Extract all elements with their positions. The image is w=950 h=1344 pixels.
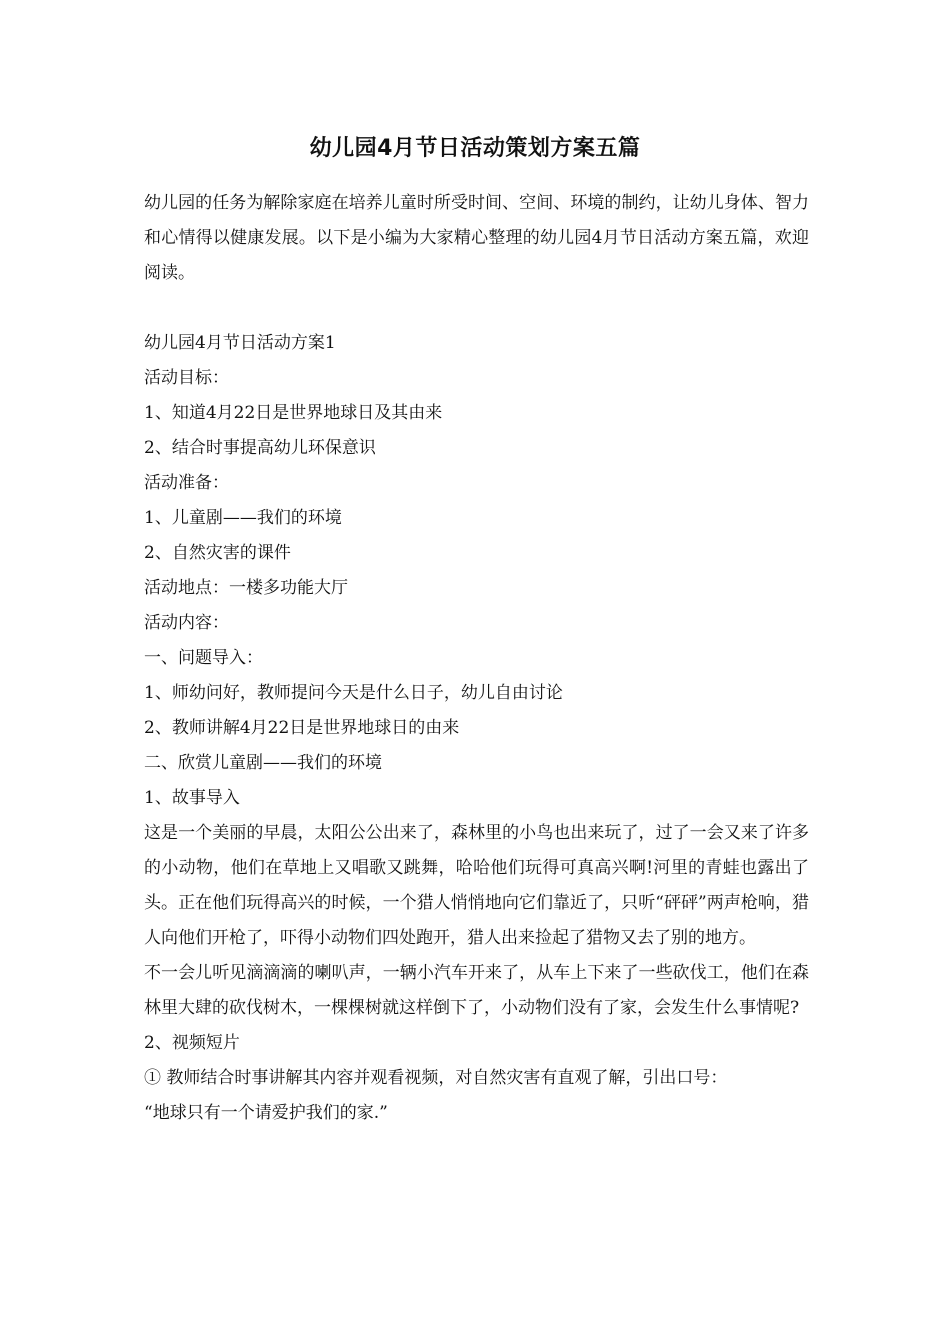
activity-location: 活动地点：一楼多功能大厅 [144, 578, 348, 598]
preparation-item-1: 1、儿童剧——我们的环境 [144, 508, 342, 528]
section-label-preparation: 活动准备： [144, 473, 229, 493]
story-paragraph-1: 这是一个美丽的早晨，太阳公公出来了，森林里的小鸟也出来玩了，过了一会又来了许多的小动物，他们在草地上又唱歌又跳舞，哈哈他们玩得可真高兴啊!河里的青蛙也露出了头。正在他们玩得高兴的时候，一个猎人悄悄地向它们靠近了，只听“砰砰”两声枪响，猎人向他们开枪了，吓得小动物们四处跑开，猎人出来捡起了猎物又去了别的地方。 [144, 823, 809, 948]
video-heading: 2、视频短片 [144, 1033, 240, 1053]
blank-line [144, 291, 809, 326]
goal-item-1: 1、知道4月22日是世界地球日及其由来 [144, 403, 443, 423]
preparation-item-2: 2、自然灾害的课件 [144, 543, 291, 563]
plan-heading: 幼儿园4月节日活动方案1 [144, 333, 336, 353]
intro-paragraph: 幼儿园的任务为解除家庭在培养儿童时所受时间、空间、环境的制约，让幼儿身体、智力和心情得以健康发展。以下是小编为大家精心整理的幼儿园4月节日活动方案五篇，欢迎阅读。 [144, 193, 809, 283]
slogan: “地球只有一个请爱护我们的家.” [144, 1103, 388, 1123]
content-part-1-heading: 一、问题导入： [144, 648, 263, 668]
video-text: ① 教师结合时事讲解其内容并观看视频，对自然灾害有直观了解，引出口号： [144, 1068, 728, 1088]
goal-item-2: 2、结合时事提高幼儿环保意识 [144, 438, 376, 458]
content-part-2-heading: 二、欣赏儿童剧——我们的环境 [144, 753, 382, 773]
section-label-content: 活动内容： [144, 613, 229, 633]
document-title: 幼儿园4月节日活动策划方案五篇 [309, 136, 641, 161]
story-paragraph-2: 不一会儿听见滴滴滴的喇叭声，一辆小汽车开来了，从车上下来了一些砍伐工，他们在森林里大肆的砍伐树木，一棵棵树就这样倒下了，小动物们没有了家，会发生什么事情呢? [144, 963, 809, 1018]
section-label-goals: 活动目标： [144, 368, 229, 388]
content-step-2: 2、教师讲解4月22日是世界地球日的由来 [144, 718, 460, 738]
content-step-1: 1、师幼问好，教师提问今天是什么日子，幼儿自由讨论 [144, 683, 563, 703]
story-intro-heading: 1、故事导入 [144, 788, 240, 808]
document-body [144, 186, 809, 1131]
